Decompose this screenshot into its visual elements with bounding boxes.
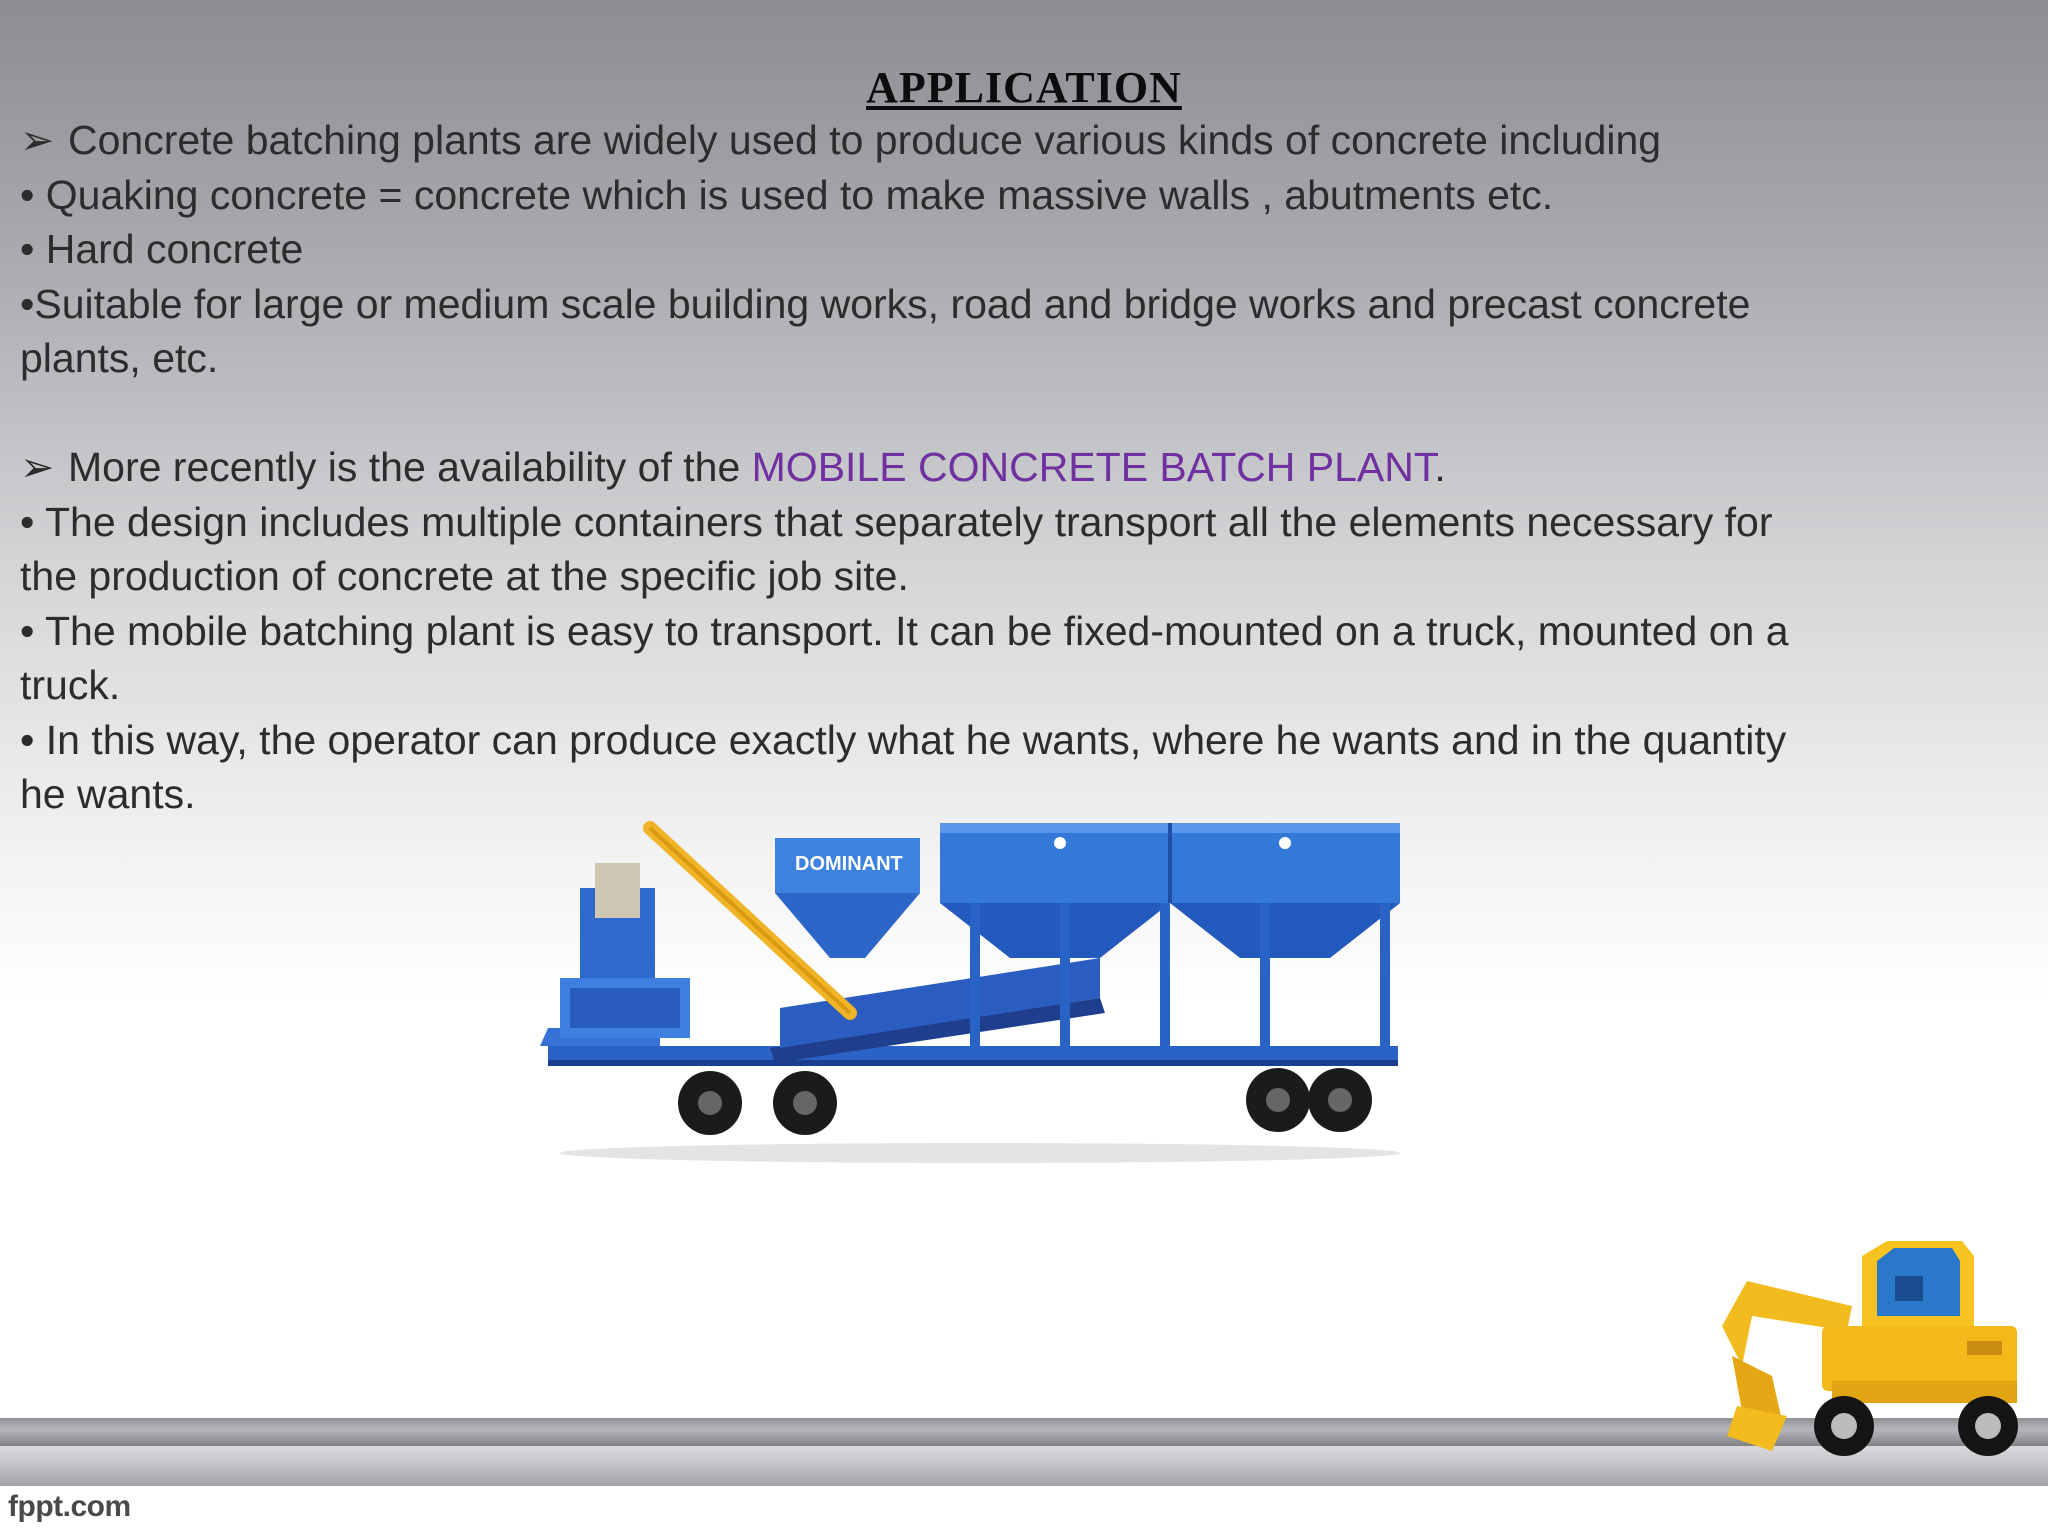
bullet-line-11: • In this way, the operator can produce exactly what he wants, where he wants and in the quantity — [20, 716, 1787, 763]
mobile-batch-plant-image — [540, 808, 1420, 1168]
bullet-line-7: • The design includes multiple containers that separately transport all the elements necessary for — [20, 498, 1773, 545]
bullet-line-2: • Quaking concrete = concrete which is used to make massive walls , abutments etc. — [20, 171, 1554, 218]
excavator-image — [1712, 1236, 2032, 1466]
bullet-line-12: he wants. — [20, 771, 196, 817]
bullet-line-4: •Suitable for large or medium scale building works, road and bridge works and precast concrete — [20, 280, 1751, 327]
line-text: Concrete batching plants are widely used to produce various kinds of concrete including — [68, 117, 1662, 163]
bullet-line-5: plants, etc. — [20, 335, 219, 381]
line-text: More recently is the availability of the — [68, 444, 752, 490]
highlight-mobile-plant: MOBILE CONCRETE BATCH PLANT — [751, 444, 1435, 490]
plant-brand-label: DOMINANT — [795, 853, 903, 875]
arrow-bullet-icon: ➢ — [20, 444, 55, 490]
paragraph-gap — [20, 386, 2020, 441]
slide-title: APPLICATION — [866, 63, 1182, 112]
bullet-line-1 — [20, 113, 2020, 168]
bullet-line-6 — [20, 440, 2020, 495]
bullet-line-3: • Hard concrete — [20, 226, 304, 272]
slide-body — [20, 113, 2020, 822]
bullet-line-10: truck. — [20, 662, 121, 708]
bullet-line-8: the production of concrete at the specific job site. — [20, 553, 909, 599]
line-text-end: . — [1434, 444, 1446, 490]
footer-brand-text: fppt.com — [8, 1490, 131, 1523]
arrow-bullet-icon: ➢ — [20, 117, 55, 163]
bullet-line-9: • The mobile batching plant is easy to transport. It can be fixed-mounted on a truck, mounted on a — [20, 607, 1789, 654]
